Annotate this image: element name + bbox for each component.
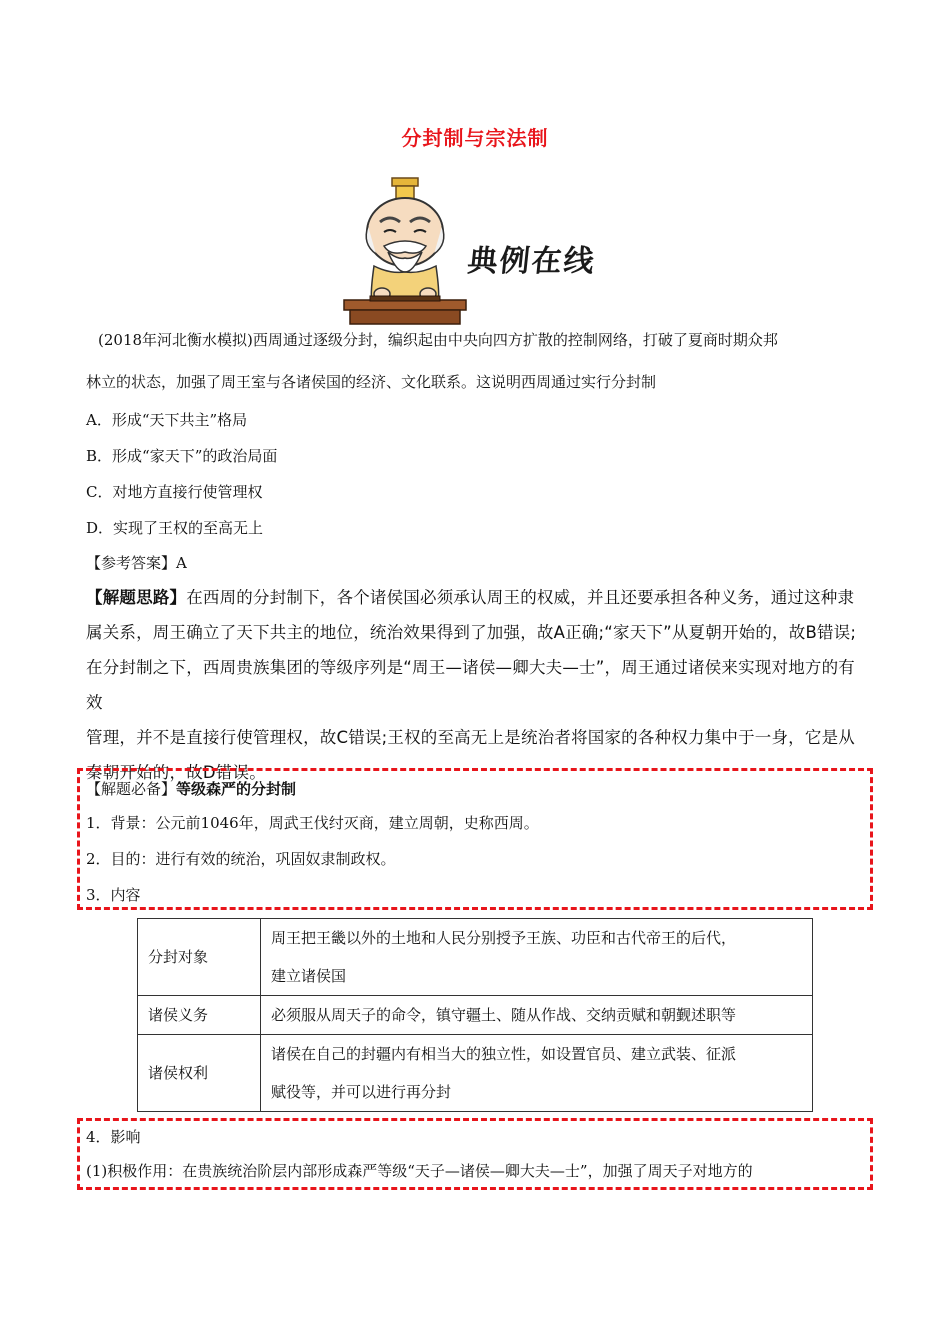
table-row xyxy=(138,996,813,1035)
table-key: 诸侯权利 xyxy=(138,1035,261,1112)
content-table xyxy=(137,918,813,1112)
option-a: A．形成“天下共主”格局 xyxy=(86,411,248,429)
analysis-block xyxy=(86,580,868,790)
page-title: 分封制与宗法制 xyxy=(401,126,549,150)
table-value: 必须服从周天子的命令，镇守疆土、随从作战、交纳贡赋和朝觐述职等 xyxy=(261,996,813,1035)
question-line-1: (2018年河北衡水模拟)西周通过逐级分封，编织起由中央向四方扩散的控制网络，打破了夏商时期众邦 xyxy=(98,331,778,349)
table-value: 周王把王畿以外的土地和人民分别授予王族、功臣和古代帝王的后代， 建立诸侯国 xyxy=(261,919,813,996)
reference-answer: 【参考答案】A xyxy=(86,554,187,572)
essentials-label: 【解题必备】 xyxy=(86,780,177,798)
question-line-2: 林立的状态，加强了周王室与各诸侯国的经济、文化联系。这说明西周通过实行分封制 xyxy=(86,373,657,391)
table-row xyxy=(138,919,813,996)
analysis-line: 【解题思路】在西周的分封制下，各个诸侯国必须承认周王的权威，并且还要承担各种义务，通过这种隶 xyxy=(86,588,855,607)
essentials-item-purpose: 2．目的：进行有效的统治，巩固奴隶制政权。 xyxy=(86,850,396,868)
table-row xyxy=(138,1035,813,1112)
banner-title: 典例在线 xyxy=(465,244,598,279)
essentials-item-background: 1．背景：公元前1046年，周武王伐纣灭商，建立周朝，史称西周。 xyxy=(86,814,539,832)
option-d: D．实现了王权的至高无上 xyxy=(86,519,264,537)
essentials-item-influence: 4．影响 xyxy=(86,1128,141,1146)
analysis-lead: 【解题思路】 xyxy=(86,588,187,607)
essentials-item-positive-effect: (1)积极作用：在贵族统治阶层内部形成森严等级“天子—诸侯—卿大夫—士”，加强了周天子对地方的 xyxy=(86,1162,753,1180)
analysis-line: 属关系，周王确立了天下共主的地位，统治效果得到了加强，故A正确;“家天下”从夏朝开始的，故B错误; xyxy=(86,623,857,642)
analysis-line: 在分封制之下，西周贵族集团的等级序列是“周王—诸侯—卿大夫—士”，周王通过诸侯来实现对地方的有效 xyxy=(86,658,855,712)
essentials-heading xyxy=(86,778,296,799)
table-key: 诸侯义务 xyxy=(138,996,261,1035)
scholar-illustration-icon xyxy=(340,174,470,326)
essentials-title: 等级森严的分封制 xyxy=(176,780,297,798)
option-c: C．对地方直接行使管理权 xyxy=(86,483,263,501)
table-value: 诸侯在自己的封疆内有相当大的独立性，如设置官员、建立武装、征派 赋役等，并可以进行再分封 xyxy=(261,1035,813,1112)
table-key: 分封对象 xyxy=(138,919,261,996)
analysis-line: 管理，并不是直接行使管理权，故C错误;王权的至高无上是统治者将国家的各种权力集中于一身，它是从 xyxy=(86,728,855,747)
essentials-item-content: 3．内容 xyxy=(86,886,141,904)
analysis-line: 秦朝开始的，故D错误。 xyxy=(86,763,266,782)
banner xyxy=(340,174,620,326)
option-b: B．形成“家天下”的政治局面 xyxy=(86,447,278,465)
